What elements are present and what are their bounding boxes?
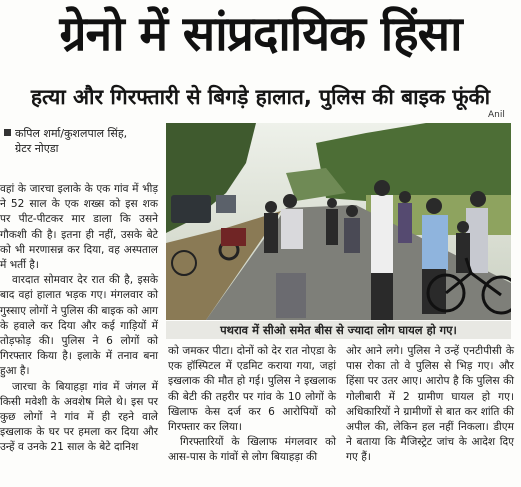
byline-authors: कपिल शर्मा/कुशलपाल सिंह, <box>15 127 128 140</box>
byline-location: ग्रेटर नोएडा <box>15 142 59 155</box>
column-3 <box>346 344 514 466</box>
paragraph: जारचा के बियाहड़ा गांव में जंगल में किसी मवेशी के अवशेष मिले थे। इस पर कुछ लोगों ने गांव में ही रहने वाले इखलाक के घर पर हमला कर दिया और उन्हें व उनके 21 साल के बेटे दानिश <box>0 380 158 454</box>
column-1 <box>0 182 158 456</box>
column-2 <box>168 344 336 466</box>
paragraph: वहां के जारचा इलाके के एक गांव में भीड़ ने 52 साल के एक शख्स को इस शक पर पीट-पीटकर मार डाला कि उसने गौकशी की है। इतना ही नहीं, उसके बेटे को भी मरणासन्न कर दिया, वह अस्पताल में भर्ती है। <box>0 183 158 272</box>
news-photo <box>166 123 511 320</box>
byline <box>0 126 160 156</box>
bullet-square-icon <box>4 129 11 136</box>
paragraph: को जमकर पीटा। दोनों को देर रात नोएडा के एक हॉस्पिटल में एडमिट कराया गया, जहां इखलाक की मौत हो गई। पुलिस ने इखलाक की बेटी की तहरीर पर गांव के 10 लोगों के खिलाफ केस दर्ज कर 6 आरोपियों को गिरफ्तार कर लिया। <box>168 345 336 434</box>
paragraph: गिरफ्तारियों के खिलाफ मंगलवार को आस-पास के गांवों से लोग बियाहड़ा की <box>168 436 336 464</box>
photo-caption: पथराव में सीओ समेत बीस से ज्यादा लोग घायल हो गए। <box>166 321 511 339</box>
paragraph: ओर आने लगे। पुलिस ने उन्हें एनटीपीसी के पास रोका तो वे पुलिस से भिड़ गए। और हिंसा पर उतर आए। आरोप है कि पुलिस की गोलीबारी में 2 ग्रामीण घायल हो गए। अधिकारियों ने ग्रामीणों से बात कर शांति की अपील की, लेकिन हल नहीं निकला। डीएम ने बताया कि मैजिस्ट्रेट जांच के आदेश दिए गए हैं। <box>346 345 514 464</box>
photo-credit: Anil <box>488 110 505 120</box>
subheadline: हत्या और गिरफ्तारी से बिगड़े हालात, पुलिस की बाइक फूंकी <box>30 85 491 109</box>
headline: ग्रेनो में सांप्रदायिक हिंसा <box>59 6 462 62</box>
paragraph: वारदात सोमवार देर रात की है, इसके बाद वहां हालात भड़क गए। मंगलवार को गुस्साए लोगों ने पुलिस की बाइक को आग के हवाले कर दिया और कई गाड़ियों में तोड़फोड़ की। पुलिस ने 6 लोगों को गिरफ्तार किया है। इलाके में तनाव बना हुआ है। <box>0 274 158 378</box>
